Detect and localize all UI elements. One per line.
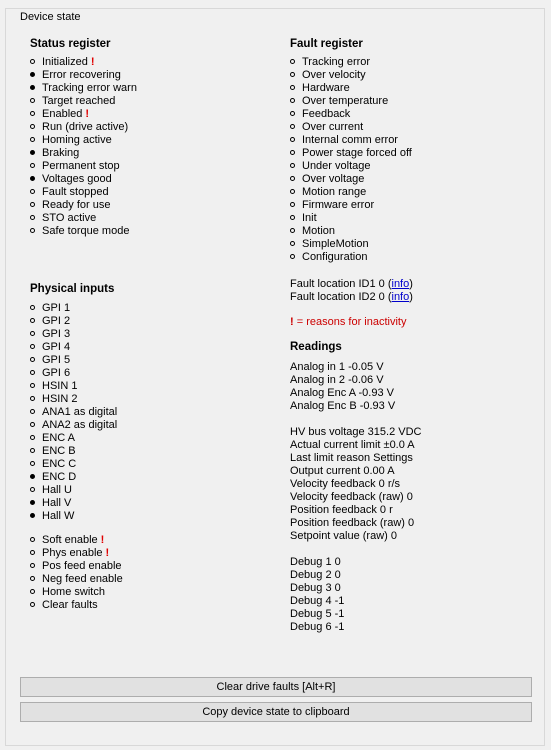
input-label: Hall V — [42, 497, 72, 509]
fault-location-id1: Fault location ID1 0 (info) — [290, 278, 413, 290]
status-label: Ready for use — [42, 199, 111, 211]
feed-input-item — [30, 547, 123, 560]
status-label: Permanent stop — [42, 160, 120, 172]
fault-item — [290, 238, 412, 251]
inactivity-legend — [290, 316, 406, 328]
fault-label: Firmware error — [302, 199, 375, 211]
feed-input-label: Phys enable — [42, 547, 103, 559]
debug-reading: Debug 4 -1 — [290, 595, 345, 607]
feed-input-item — [30, 534, 123, 547]
indicator-off-icon — [290, 98, 295, 103]
status-item — [30, 173, 137, 186]
indicator-off-icon — [30, 461, 35, 466]
fault-label: Internal comm error — [302, 134, 398, 146]
input-label: GPI 2 — [42, 315, 71, 327]
status-item — [30, 147, 137, 160]
input-item — [30, 445, 123, 458]
drive-reading: Actual current limit ±0.0 A — [290, 439, 415, 451]
input-item — [30, 328, 123, 341]
status-register-title: Status register — [30, 38, 111, 50]
status-item — [30, 186, 137, 199]
input-label: Hall U — [42, 484, 72, 496]
status-item — [30, 69, 137, 82]
fault-location-section — [290, 278, 413, 304]
feed-inputs-list — [30, 534, 123, 612]
physical-inputs-list — [30, 302, 123, 523]
indicator-on-icon — [30, 72, 35, 77]
indicator-off-icon — [30, 331, 35, 336]
indicator-off-icon — [30, 537, 35, 542]
fault-label: Configuration — [302, 251, 368, 263]
status-register-list — [30, 56, 137, 238]
fault-label: Hardware — [302, 82, 350, 94]
fault-label: Tracking error — [302, 56, 371, 68]
debug-reading: Debug 2 0 — [290, 569, 341, 581]
physical-inputs-section — [30, 281, 123, 612]
indicator-off-icon — [290, 85, 295, 90]
status-label: Enabled — [42, 108, 83, 120]
fault-item — [290, 134, 412, 147]
indicator-off-icon — [30, 589, 35, 594]
debug-reading: Debug 3 0 — [290, 582, 341, 594]
indicator-off-icon — [290, 228, 295, 233]
fault-label: Init — [302, 212, 317, 224]
fault-location-id1-info-link[interactable]: info — [391, 278, 410, 290]
indicator-off-icon — [30, 448, 35, 453]
fault-label: Feedback — [302, 108, 351, 120]
feed-input-label: Home switch — [42, 586, 105, 598]
indicator-off-icon — [30, 202, 35, 207]
indicator-off-icon — [290, 137, 295, 142]
input-item — [30, 354, 123, 367]
indicator-off-icon — [30, 576, 35, 581]
fault-label: Over current — [302, 121, 364, 133]
input-item — [30, 432, 123, 445]
indicator-off-icon — [30, 602, 35, 607]
fault-item — [290, 225, 412, 238]
indicator-off-icon — [30, 396, 35, 401]
inactivity-reason-mark: ! — [85, 108, 90, 120]
feed-input-item — [30, 560, 123, 573]
fault-register-section — [290, 36, 412, 264]
fault-label: Motion range — [302, 186, 367, 198]
fault-label: Over velocity — [302, 69, 366, 81]
indicator-off-icon — [290, 72, 295, 77]
status-label: Initialized — [42, 56, 88, 68]
input-item — [30, 471, 123, 484]
fault-item — [290, 56, 412, 69]
feed-input-item — [30, 573, 123, 586]
debug-readings — [290, 556, 421, 634]
fault-item — [290, 212, 412, 225]
analog-reading: Analog Enc A -0.93 V — [290, 387, 394, 399]
indicator-off-icon — [30, 215, 35, 220]
indicator-off-icon — [30, 409, 35, 414]
fault-item — [290, 160, 412, 173]
indicator-off-icon — [30, 550, 35, 555]
feed-input-label: Soft enable — [42, 534, 98, 546]
status-item — [30, 95, 137, 108]
legend-mark: ! — [290, 316, 294, 328]
drive-reading: Position feedback 0 r — [290, 504, 393, 516]
indicator-off-icon — [290, 111, 295, 116]
fault-label: SimpleMotion — [302, 238, 369, 250]
status-label: STO active — [42, 212, 97, 224]
input-item — [30, 419, 123, 432]
indicator-off-icon — [290, 163, 295, 168]
indicator-on-icon — [30, 474, 35, 479]
copy-device-state-button[interactable]: Copy device state to clipboard — [20, 702, 532, 722]
physical-inputs-title: Physical inputs — [30, 283, 115, 295]
feed-input-label: Clear faults — [42, 599, 98, 611]
status-label: Tracking error warn — [42, 82, 137, 94]
feed-input-label: Neg feed enable — [42, 573, 123, 585]
drive-readings — [290, 426, 421, 543]
indicator-off-icon — [290, 202, 295, 207]
status-item — [30, 134, 137, 147]
fault-label: Over voltage — [302, 173, 365, 185]
indicator-on-icon — [30, 85, 35, 90]
indicator-off-icon — [290, 176, 295, 181]
fault-label: Under voltage — [302, 160, 371, 172]
fault-register-list — [290, 56, 412, 264]
fault-item — [290, 251, 412, 264]
input-label: GPI 4 — [42, 341, 71, 353]
indicator-off-icon — [30, 137, 35, 142]
status-label: Voltages good — [42, 173, 112, 185]
status-label: Braking — [42, 147, 80, 159]
indicator-off-icon — [30, 357, 35, 362]
status-item — [30, 121, 137, 134]
input-item — [30, 458, 123, 471]
input-label: GPI 3 — [42, 328, 71, 340]
input-label: ENC C — [42, 458, 77, 470]
indicator-off-icon — [30, 435, 35, 440]
fault-item — [290, 95, 412, 108]
fault-register-title: Fault register — [290, 38, 363, 50]
feed-input-label: Pos feed enable — [42, 560, 122, 572]
indicator-off-icon — [30, 98, 35, 103]
analog-reading: Analog Enc B -0.93 V — [290, 400, 396, 412]
fault-item — [290, 199, 412, 212]
status-label: Safe torque mode — [42, 225, 130, 237]
fault-item — [290, 147, 412, 160]
drive-reading: Velocity feedback (raw) 0 — [290, 491, 413, 503]
drive-reading: Output current 0.00 A — [290, 465, 395, 477]
analog-reading: Analog in 1 -0.05 V — [290, 361, 384, 373]
indicator-off-icon — [290, 59, 295, 64]
legend-text: = reasons for inactivity — [293, 316, 407, 328]
drive-reading: Last limit reason Settings — [290, 452, 413, 464]
feed-input-item — [30, 586, 123, 599]
drive-reading: HV bus voltage 315.2 VDC — [290, 426, 422, 438]
input-label: HSIN 1 — [42, 380, 78, 392]
status-item — [30, 199, 137, 212]
indicator-off-icon — [30, 59, 35, 64]
inactivity-reason-mark: ! — [105, 547, 110, 559]
fault-item — [290, 69, 412, 82]
indicator-off-icon — [290, 215, 295, 220]
fault-label: Power stage forced off — [302, 147, 412, 159]
indicator-off-icon — [290, 150, 295, 155]
indicator-off-icon — [30, 318, 35, 323]
input-label: ANA2 as digital — [42, 419, 118, 431]
readings-title: Readings — [290, 341, 342, 353]
status-label: Target reached — [42, 95, 116, 107]
status-item — [30, 56, 137, 69]
input-item — [30, 341, 123, 354]
status-item — [30, 212, 137, 225]
input-item — [30, 484, 123, 497]
input-item — [30, 510, 123, 523]
status-register-section — [30, 36, 137, 238]
drive-reading: Position feedback (raw) 0 — [290, 517, 415, 529]
indicator-off-icon — [30, 124, 35, 129]
status-item — [30, 108, 137, 121]
input-item — [30, 497, 123, 510]
indicator-off-icon — [290, 124, 295, 129]
status-item — [30, 160, 137, 173]
input-label: HSIN 2 — [42, 393, 78, 405]
input-item — [30, 380, 123, 393]
input-label: ENC A — [42, 432, 76, 444]
indicator-off-icon — [30, 305, 35, 310]
readings-section — [290, 339, 421, 634]
fault-label: Over temperature — [302, 95, 389, 107]
input-label: Hall W — [42, 510, 75, 522]
indicator-off-icon — [290, 189, 295, 194]
indicator-off-icon — [30, 228, 35, 233]
indicator-on-icon — [30, 500, 35, 505]
fault-location-id2-info-link[interactable]: info — [391, 291, 410, 303]
input-item — [30, 406, 123, 419]
input-label: GPI 6 — [42, 367, 71, 379]
indicator-on-icon — [30, 176, 35, 181]
indicator-on-icon — [30, 150, 35, 155]
input-label: ENC B — [42, 445, 76, 457]
status-label: Run (drive active) — [42, 121, 129, 133]
indicator-off-icon — [30, 487, 35, 492]
indicator-off-icon — [30, 111, 35, 116]
inactivity-reason-mark: ! — [90, 56, 95, 68]
indicator-on-icon — [30, 513, 35, 518]
input-item — [30, 302, 123, 315]
debug-reading: Debug 1 0 — [290, 556, 341, 568]
indicator-off-icon — [30, 383, 35, 388]
groupbox-title: Device state — [20, 11, 81, 23]
indicator-off-icon — [290, 254, 295, 259]
input-label: ANA1 as digital — [42, 406, 118, 418]
indicator-off-icon — [30, 422, 35, 427]
clear-drive-faults-button[interactable]: Clear drive faults [Alt+R] — [20, 677, 532, 697]
inactivity-reason-mark: ! — [100, 534, 105, 546]
debug-reading: Debug 6 -1 — [290, 621, 345, 633]
input-item — [30, 367, 123, 380]
input-label: GPI 5 — [42, 354, 71, 366]
indicator-off-icon — [30, 344, 35, 349]
fault-item — [290, 173, 412, 186]
input-label: ENC D — [42, 471, 77, 483]
status-item — [30, 82, 137, 95]
indicator-off-icon — [30, 163, 35, 168]
input-item — [30, 393, 123, 406]
drive-reading: Setpoint value (raw) 0 — [290, 530, 397, 542]
analog-readings — [290, 361, 421, 413]
feed-input-item — [30, 599, 123, 612]
fault-item — [290, 82, 412, 95]
analog-reading: Analog in 2 -0.06 V — [290, 374, 384, 386]
fault-label: Motion — [302, 225, 336, 237]
fault-item — [290, 121, 412, 134]
input-label: GPI 1 — [42, 302, 71, 314]
indicator-off-icon — [30, 370, 35, 375]
fault-item — [290, 108, 412, 121]
status-label: Error recovering — [42, 69, 121, 81]
indicator-off-icon — [290, 241, 295, 246]
indicator-off-icon — [30, 189, 35, 194]
debug-reading: Debug 5 -1 — [290, 608, 345, 620]
fault-item — [290, 186, 412, 199]
drive-reading: Velocity feedback 0 r/s — [290, 478, 401, 490]
status-label: Fault stopped — [42, 186, 109, 198]
input-item — [30, 315, 123, 328]
indicator-off-icon — [30, 563, 35, 568]
status-label: Homing active — [42, 134, 112, 146]
fault-location-id2: Fault location ID2 0 (info) — [290, 291, 413, 303]
status-item — [30, 225, 137, 238]
